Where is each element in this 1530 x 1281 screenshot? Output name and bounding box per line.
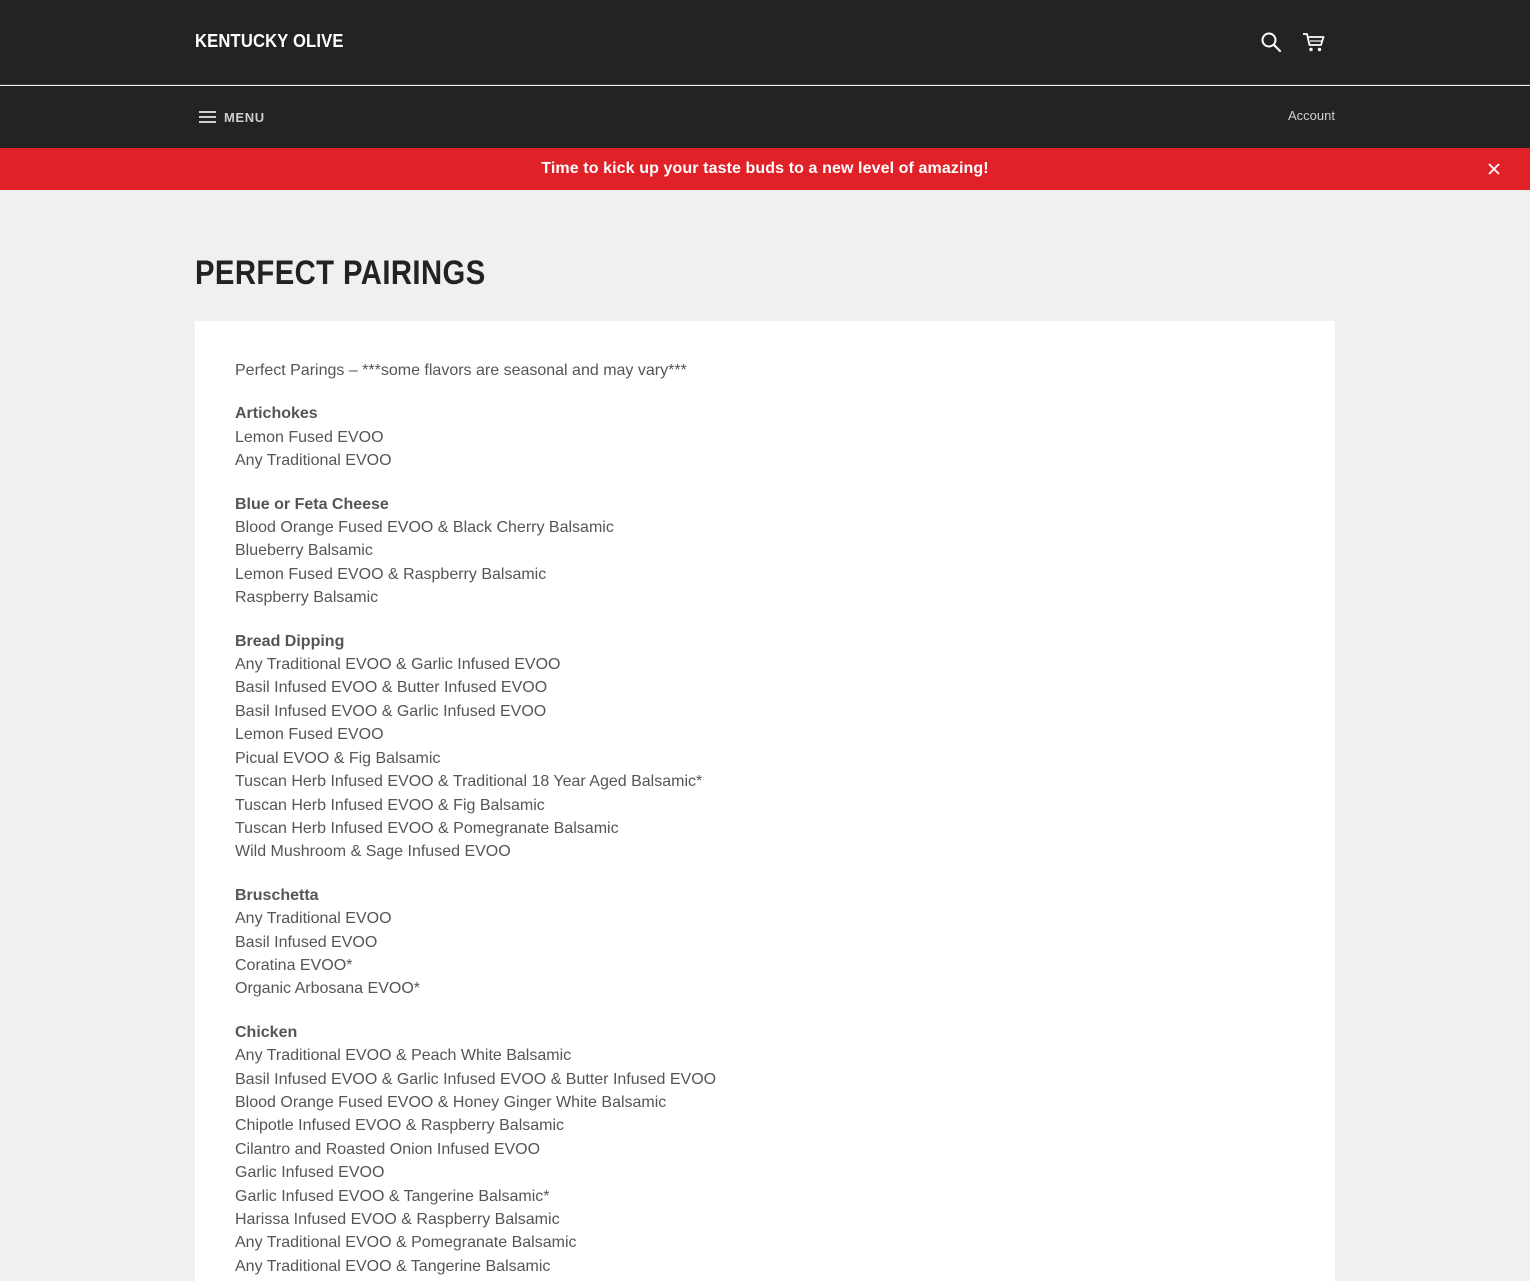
site-header [0, 0, 1530, 85]
cart-icon[interactable] [1301, 29, 1327, 55]
menu-button[interactable] [199, 106, 265, 128]
pairing-item: Blueberry Balsamic [235, 542, 373, 560]
pairing-group [235, 1021, 1295, 1278]
pairing-item: Coratina EVOO* [235, 956, 353, 974]
pairing-item: Basil Infused EVOO [235, 933, 378, 951]
pairing-item: Garlic Infused EVOO [235, 1164, 385, 1182]
pairing-group-title: Blue or Feta Cheese [235, 495, 389, 513]
pairing-group [235, 884, 1295, 1001]
pairing-item: Lemon Fused EVOO [235, 428, 384, 446]
pairing-group-title: Bread Dipping [235, 632, 345, 650]
pairing-item: Lemon Fused EVOO & Raspberry Balsamic [235, 565, 547, 583]
pairing-item: Any Traditional EVOO & Peach White Balsamic [235, 1047, 572, 1065]
intro-text: Perfect Parings – ***some flavors are seasonal and may vary*** [235, 362, 687, 379]
pairing-item: Picual EVOO & Fig Balsamic [235, 749, 441, 767]
content-card [195, 321, 1335, 1281]
pairing-item: Blood Orange Fused EVOO & Honey Ginger White Balsamic [235, 1093, 667, 1111]
pairing-item: Any Traditional EVOO & Garlic Infused EVOO [235, 656, 561, 674]
page-title: PERFECT PAIRINGS [195, 254, 486, 292]
search-icon[interactable] [1258, 29, 1284, 55]
pairing-item: Garlic Infused EVOO & Tangerine Balsamic* [235, 1187, 550, 1205]
pairing-item: Basil Infused EVOO & Butter Infused EVOO [235, 679, 548, 697]
pairing-group-title: Chicken [235, 1023, 298, 1041]
pairing-item: Any Traditional EVOO [235, 910, 392, 928]
pairing-item: Lemon Fused EVOO [235, 726, 384, 744]
pairing-group [235, 630, 1295, 864]
menu-label: MENU [224, 109, 265, 125]
announcement-text[interactable]: Time to kick up your taste buds to a new level of amazing! [541, 160, 989, 177]
pairing-group-title: Artichokes [235, 405, 318, 423]
pairing-item: Blood Orange Fused EVOO & Black Cherry Balsamic [235, 519, 614, 537]
account-link[interactable]: Account [1288, 108, 1335, 123]
pairing-item: Cilantro and Roasted Onion Infused EVOO [235, 1140, 541, 1158]
site-nav [0, 86, 1530, 148]
pairing-item: Wild Mushroom & Sage Infused EVOO [235, 843, 511, 861]
pairing-groups [235, 402, 1295, 1278]
pairing-item: Raspberry Balsamic [235, 589, 379, 607]
pairing-item: Basil Infused EVOO & Garlic Infused EVOO & Butter Infused EVOO [235, 1070, 717, 1088]
pairing-group [235, 402, 1295, 472]
hamburger-icon [199, 110, 217, 124]
pairing-item: Chipotle Infused EVOO & Raspberry Balsamic [235, 1117, 565, 1135]
pairing-item: Tuscan Herb Infused EVOO & Pomegranate Balsamic [235, 819, 619, 837]
pairing-item: Any Traditional EVOO & Pomegranate Balsamic [235, 1234, 577, 1252]
close-icon[interactable] [1486, 161, 1502, 177]
pairing-item: Any Traditional EVOO [235, 452, 392, 470]
pairing-item: Tuscan Herb Infused EVOO & Fig Balsamic [235, 796, 545, 814]
pairing-item: Organic Arbosana EVOO* [235, 980, 420, 998]
announcement-bar [0, 148, 1530, 190]
pairing-item: Basil Infused EVOO & Garlic Infused EVOO [235, 702, 547, 720]
pairing-item: Harissa Infused EVOO & Raspberry Balsamic [235, 1211, 560, 1228]
pairing-item: Tuscan Herb Infused EVOO & Traditional 18 Year Aged Balsamic* [235, 773, 703, 791]
pairing-item: Any Traditional EVOO & Tangerine Balsamic [235, 1257, 551, 1275]
site-logo[interactable]: KENTUCKY OLIVE [195, 31, 344, 51]
pairing-group [235, 493, 1295, 610]
pairing-group-title: Bruschetta [235, 886, 319, 904]
